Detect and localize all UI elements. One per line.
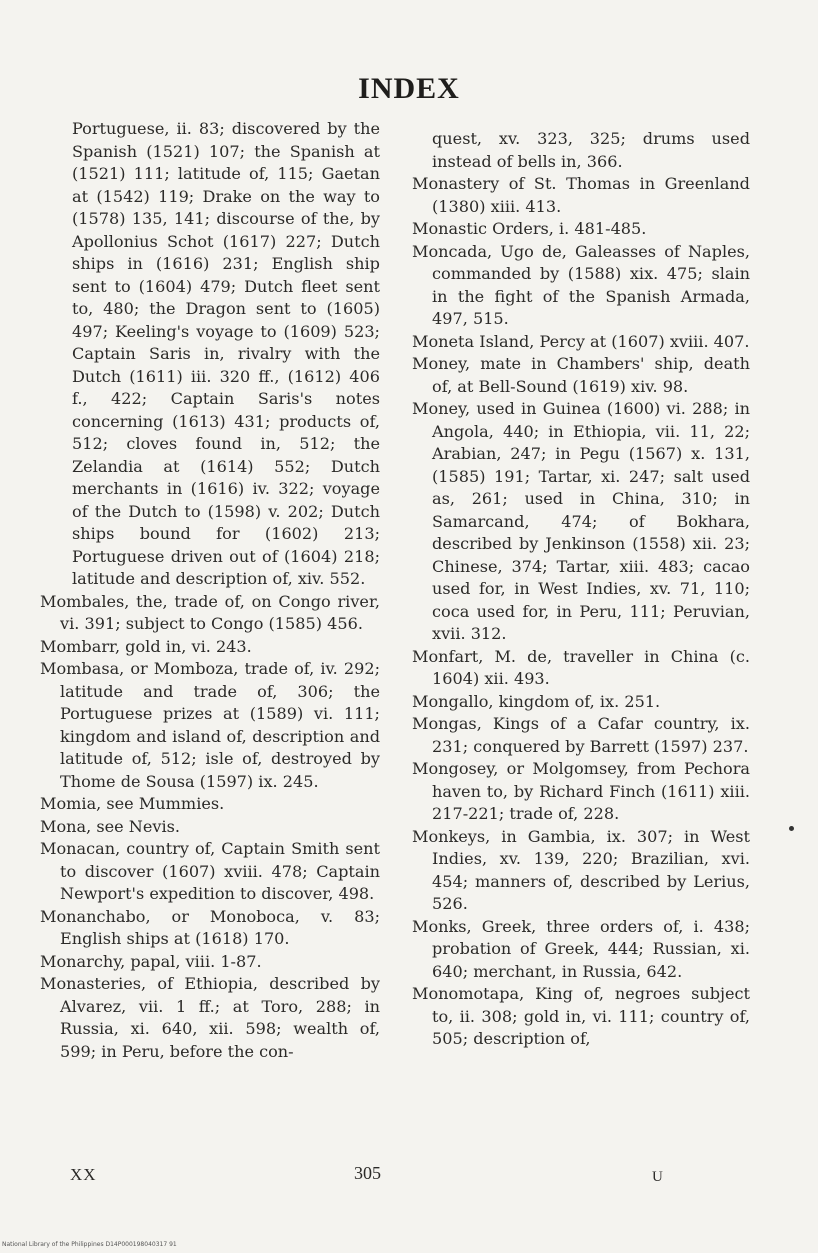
index-entry: Monarchy, papal, viii. 1-87. — [40, 951, 262, 971]
index-entry: Money, used in Guinea (1600) vi. 288; in Angola, 440; in Ethiopia, vii. 11, 22; Arabian, 247; in Pegu (1567) x. 131, (1585) 191; Tartar, xi. 247; salt used as, 261; used in China, 310; in Samarcand, 474; of Bokhara, described by Jenkinson (1558) xii. 23; Chinese, 374; Tartar, xiii. 483; cacao used for, in West Indies, xv. 71, 110; coca used for, in Peru, 111; Peruvian, xvii. 312. — [412, 399, 750, 643]
index-entry: Moneta Island, Percy at (1607) xviii. 407. — [412, 331, 750, 351]
page-heading: INDEX — [358, 72, 460, 105]
index-entry: Mombasa, or Momboza, trade of, iv. 292; latitude and trade of, 306; the Portuguese prizes at (1589) vi. 111; kingdom and island of, description and latitude of, 512; isle of, destroyed by Thome de Sousa (1597) ix. 245. — [40, 659, 380, 791]
index-entry: Monanchabo, or Monoboca, v. 83; English ships at (1618) 170. — [40, 906, 380, 948]
index-entry: Monastery of St. Thomas in Greenland (1380) xiii. 413. — [412, 174, 750, 216]
index-entry: Monasteries, of Ethiopia, described by Alvarez, vii. 1 ff.; at Toro, 288; in Russia, xi. 640, xii. 598; wealth of, 599; in Peru, before the con- — [40, 974, 380, 1061]
index-entry: Monkeys, in Gambia, ix. 307; in West Indies, xv. 139, 220; Brazilian, xvi. 454; manners of, described by Lerius, 526. — [412, 826, 750, 913]
index-entry: Monastic Orders, i. 481-485. — [412, 219, 647, 238]
index-entry: Portuguese, ii. 83; discovered by the Spanish (1521) 107; the Spanish at (1521) 111; latitude of, 115; Gaetan at (1542) 119; Drake on the way to (1578) 135, 141; discourse of the, by Apollonius Schot (1617) 227; Dutch ships in (1616) 231; English ship sent to (1604) 479; Dutch fleet sent to, 480; the Dragon sent to (1605) 497; Keeling's voyage to (1609) 523; Captain Saris in, rivalry with the Dutch (1611) iii. 320 ff., (1612) 406 f., 422; Captain Saris's notes concerning (1613) 431; products of, 512; cloves found in, 512; the Zelandia at (1614) 552; Dutch merchants in (1616) iv. 322; voyage of the Dutch to (1598) v. 202; Dutch ships bound for (1602) 213; Portuguese driven out of (1604) 218; latitude and description of, xiv. 552. — [72, 119, 380, 588]
index-entry: Monacan, country of, Captain Smith sent to discover (1607) xviii. 478; Captain Newport's expedition to discover, 498. — [40, 839, 380, 903]
index-entry: Monfart, M. de, traveller in China (c. 1604) xii. 493. — [412, 646, 750, 688]
gathering-mark: U — [652, 1169, 663, 1185]
left-column — [40, 118, 380, 1063]
index-entry: Mombarr, gold in, vi. 243. — [40, 636, 252, 656]
index-entry: Momia, see Mummies. — [40, 794, 225, 813]
index-entry: Money, mate in Chambers' ship, death of, at Bell-Sound (1619) xiv. 98. — [412, 354, 750, 396]
index-entry: Mona, see Nevis. — [40, 816, 181, 836]
index-entry: Mombales, the, trade of, on Congo river, vi. 391; subject to Congo (1585) 456. — [40, 591, 380, 633]
signature-mark: XX — [70, 1165, 97, 1184]
index-entry: Moncada, Ugo de, Galeasses of Naples, commanded by (1588) xix. 475; slain in the fight of the Spanish Armada, 497, 515. — [412, 241, 750, 328]
index-entry: Mongosey, or Molgomsey, from Pechora haven to, by Richard Finch (1611) xiii. 217-221; trade of, 228. — [412, 759, 750, 823]
index-entry: Mongallo, kingdom of, ix. 251. — [412, 691, 661, 711]
index-entry: Monomotapa, King of, negroes subject to, ii. 308; gold in, vi. 111; country of, 505; description of, — [412, 984, 750, 1048]
page-number: 305 — [354, 1163, 381, 1183]
right-column — [412, 128, 750, 1051]
scan-imprint: National Library of the Philippines D14P000198040317 91 — [2, 1241, 177, 1248]
ink-speck-decoration — [789, 826, 794, 831]
index-entry: quest, xv. 323, 325; drums used instead of bells in, 366. — [432, 129, 750, 171]
page-footer — [0, 1163, 818, 1193]
index-entry: Monks, Greek, three orders of, i. 438; probation of Greek, 444; Russian, xi. 640; merchant, in Russia, 642. — [412, 916, 750, 981]
index-entry: Mongas, Kings of a Cafar country, ix. 231; conquered by Barrett (1597) 237. — [412, 714, 750, 756]
